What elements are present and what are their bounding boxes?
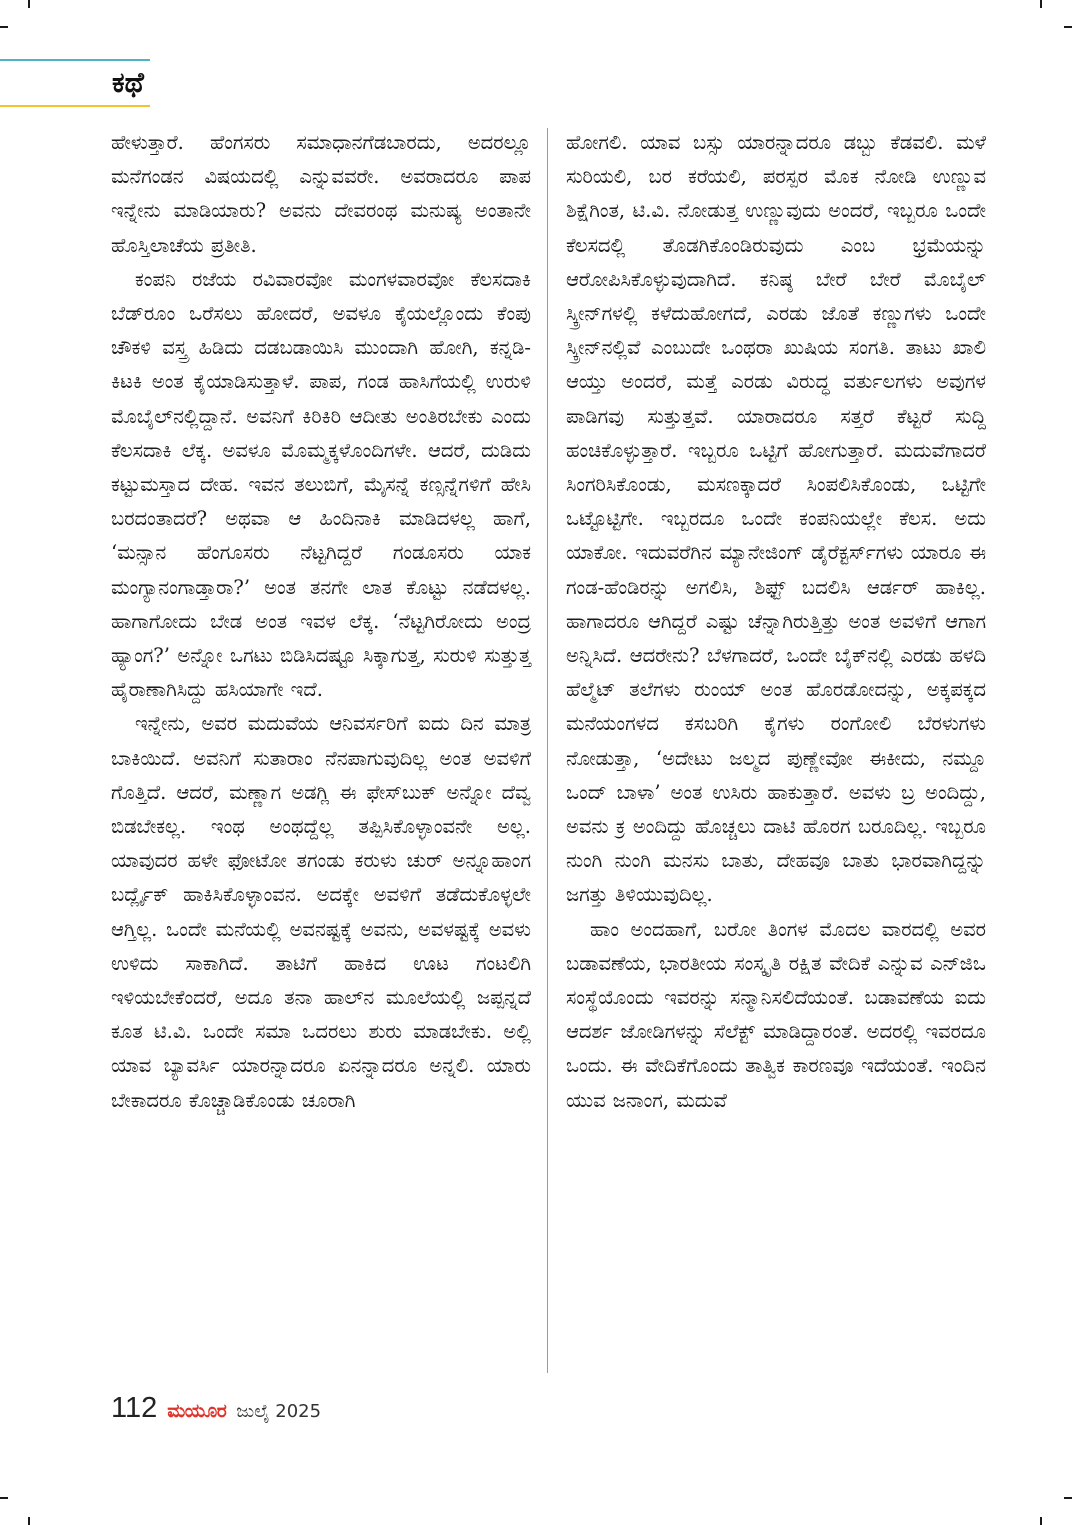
article-paragraph: ಇನ್ನೇನು, ಅವರ ಮದುವೆಯ ಆನಿವರ್ಸರಿಗೆ ಐದು ದಿನ ಮಾತ್ರ ಬಾಕಿಯಿದೆ. ಅವನಿಗೆ ಸುತಾರಾಂ ನೆನಪಾಗುವುದಿಲ್ಲ ಅಂತ ಅವಳಿಗೆ ಗೊತ್ತಿದೆ. ಆದರೆ, ಮಣ್ಣಾಗ ಅಡಗ್ಲಿ ಈ ಫೇಸ್‌ಬುಕ್ ಅನ್ನೋ ದೆವ್ವ ಬಿಡಬೇಕಲ್ಲ. ಇಂಥ ಅಂಥದ್ದೆಲ್ಲ ತಪ್ಪಿಸಿಕೊಳ್ಳಾಂವನೇ ಅಲ್ಲ. ಯಾವುದರ ಹಳೇ ಫೋಟೋ ತಗಂಡು ಕರುಳು ಚುರ್ ಅನ್ನೂಹಾಂಗ ಬರ್ದ್ಲೈಕ್ ಹಾಕಿಸಿಕೊಳ್ಳಾಂವನ. ಅದಕ್ಕೇ ಅವಳಿಗೆ ತಡೆದುಕೊಳ್ಳಲೇ ಆಗ್ತಿಲ್ಲ. ಒಂದೇ ಮನೆಯಲ್ಲಿ ಅವನಷ್ಟಕ್ಕೆ ಅವನು, ಅವಳಷ್ಟಕ್ಕೆ ಅವಳು ಉಳಿದು ಸಾಕಾಗಿದೆ. ತಾಟಿಗೆ ಹಾಕಿದ ಊಟ ಗಂಟಲಿಗಿ ಇಳಿಯಬೇಕೆಂದರೆ, ಅದೂ ತನಾ ಹಾಲ್‌ನ ಮೂಲೆಯಲ್ಲಿ ಜಪ್ಪನ್ನದೆ ಕೂತ ಟಿ.ವಿ. ಒಂದೇ ಸಮಾ ಒದರಲು ಶುರು ಮಾಡಬೇಕು. ಅಲ್ಲಿ ಯಾವ ಬ್ಯಾವರ್ಸಿ ಯಾರನ್ನಾದರೂ ಏನನ್ನಾದರೂ ಅನ್ನಲಿ. ಯಾರು ಬೇಕಾದರೂ ಕೊಚ್ಚಾಡಿಕೊಂಡು ಚೂರಾಗಿ bbox=[111, 712, 531, 1112]
article-column-left bbox=[111, 126, 531, 1118]
page-footer bbox=[111, 1392, 321, 1428]
crop-mark bbox=[28, 1517, 30, 1525]
article-paragraph: ಹೇಳುತ್ತಾರೆ. ಹೆಂಗಸರು ಸಮಾಧಾನಗೆಡಬಾರದು, ಅದರಲ್ಲೂ ಮನೆಗಂಡನ ವಿಷಯದಲ್ಲಿ ಎನ್ನುವವರೇ. ಅವರಾದರೂ ಪಾಪ ಇನ್ನೇನು ಮಾಡಿಯಾರು? ಅವನು ದೇವರಂಥ ಮನುಷ್ಯ ಅಂತಾನೇ ಹೊಸ್ತಿಲಾಚೆಯ ಪ್ರತೀತಿ. bbox=[111, 131, 531, 257]
header-rule-top bbox=[0, 59, 150, 61]
page-number: 112 bbox=[111, 1392, 158, 1424]
crop-mark bbox=[28, 0, 30, 8]
column-divider bbox=[547, 128, 548, 1373]
article-column-right bbox=[566, 126, 986, 1118]
article-paragraph: ಕಂಪನಿ ರಜೆಯ ರವಿವಾರವೋ ಮಂಗಳವಾರವೋ ಕೆಲಸದಾಕಿ ಬೆಡ್‌ರೂಂ ಒರೆಸಲು ಹೋದರೆ, ಅವಳೂ ಕೈಯಲ್ಲೊಂದು ಕೆಂಪು ಚೌಕಳಿ ವಸ್ತ್ರ ಹಿಡಿದು ದಡಬಡಾಯಿಸಿ ಮುಂದಾಗಿ ಹೋಗಿ, ಕನ್ನಡಿ-ಕಿಟಕಿ ಅಂತ ಕೈಯಾಡಿಸುತ್ತಾಳೆ. ಪಾಪ, ಗಂಡ ಹಾಸಿಗೆಯಲ್ಲಿ ಉರುಳಿ ಮೊಬೈಲ್‌ನಲ್ಲಿದ್ದಾನೆ. ಅವನಿಗೆ ಕಿರಿಕಿರಿ ಆದೀತು ಅಂತಿರಬೇಕು ಎಂದು ಕೆಲಸದಾಕಿ ಲೆಕ್ಕ. ಅವಳೂ ಮೊಮ್ಮಕ್ಕಳೊಂದಿಗಳೇ. ಆದರೆ, ದುಡಿದು ಕಟ್ಟುಮಸ್ತಾದ ದೇಹ. ಇವನ ತಲುಬಿಗೆ, ಮೈಸನ್ನೆ ಕಣ್ಸನ್ನೆಗಳಿಗೆ ಹೇಸಿ ಬರದಂತಾದರೆ? ಅಥವಾ ಆ ಹಿಂದಿನಾಕಿ ಮಾಡಿದಳಲ್ಲ ಹಾಗೆ, ‘ಮನ್ಸಾನ ಹೆಂಗೂಸರು ನೆಟ್ಟಗಿದ್ದರೆ ಗಂಡೂಸರು ಯಾಕ ಮಂಗ್ಯಾನಂಗಾಡ್ತಾರಾ?’ ಅಂತ ತನಗೇ ಲಾತ ಕೊಟ್ಟು ನಡೆದಳಲ್ಲ. ಹಾಗಾಗೋದು ಬೇಡ ಅಂತ ಇವಳ ಲೆಕ್ಕ. ‘ನೆಟ್ಟಗಿರೋದು ಅಂದ್ರ ಹ್ಯಾಂಗ?’ ಅನ್ನೋ ಒಗಟು ಬಿಡಿಸಿದಷ್ಟೂ ಸಿಕ್ಕಾಗುತ್ತ, ಸುರುಳಿ ಸುತ್ತುತ್ತ ಹೈರಾಣಾಗಿಸಿದ್ದು ಹಸಿಯಾಗೇ ಇದೆ. bbox=[111, 267, 531, 702]
article-paragraph: ಹಾಂ ಅಂದಹಾಗೆ, ಬರೋ ತಿಂಗಳ ಮೊದಲ ವಾರದಲ್ಲಿ ಅವರ ಬಡಾವಣೆಯ, ಭಾರತೀಯ ಸಂಸ್ಕೃತಿ ರಕ್ಷಿತ ವೇದಿಕೆ ಎನ್ನುವ ಎನ್‌ಜಿಒ ಸಂಸ್ಥೆಯೊಂದು ಇವರನ್ನು ಸನ್ಮಾನಿಸಲಿದೆಯಂತೆ. ಬಡಾವಣೆಯ ಐದು ಆದರ್ಶ ಜೋಡಿಗಳನ್ನು ಸೆಲೆಕ್ಟ್ ಮಾಡಿದ್ದಾರಂತೆ. ಅದರಲ್ಲಿ ಇವರದೂ ಒಂದು. ಈ ವೇದಿಕೆಗೊಂದು ತಾತ್ವಿಕ ಕಾರಣವೂ ಇದೆಯಂತೆ. ಇಂದಿನ ಯುವ ಜನಾಂಗ, ಮದುವೆ bbox=[566, 917, 986, 1112]
crop-mark bbox=[1064, 1497, 1072, 1499]
magazine-logo: ಮಯೂರ bbox=[167, 1400, 227, 1422]
crop-mark bbox=[0, 1497, 8, 1499]
crop-mark bbox=[1040, 0, 1042, 8]
crop-mark bbox=[0, 26, 8, 28]
section-label: ಕಥೆ bbox=[112, 66, 144, 99]
article-paragraph: ಹೋಗಲಿ. ಯಾವ ಬಸ್ಸು ಯಾರನ್ನಾದರೂ ಡಬ್ಬು ಕೆಡವಲಿ. ಮಳೆ ಸುರಿಯಲಿ, ಬರ ಕರೆಯಲಿ, ಪರಸ್ಪರ ಮೊಕ ನೋಡಿ ಉಣ್ಣುವ ಶಿಕ್ಷೆಗಿಂತ, ಟಿ.ವಿ. ನೋಡುತ್ತ ಉಣ್ಣುವುದು ಅಂದರೆ, ಇಬ್ಬರೂ ಒಂದೇ ಕೆಲಸದಲ್ಲಿ ತೊಡಗಿಕೊಂಡಿರುವುದು ಎಂಬ ಭ್ರಮೆಯನ್ನು ಆರೋಪಿಸಿಕೊಳ್ಳುವುದಾಗಿದೆ. ಕನಿಷ್ಠ ಬೇರೆ ಬೇರೆ ಮೊಬೈಲ್ ಸ್ಕ್ರೀನ್‌ಗಳಲ್ಲಿ ಕಳೆದುಹೋಗದೆ, ಎರಡು ಜೊತೆ ಕಣ್ಣುಗಳು ಒಂದೇ ಸ್ಕ್ರೀನ್‌ನಲ್ಲಿವೆ ಎಂಬುದೇ ಒಂಥರಾ ಖುಷಿಯ ಸಂಗತಿ. ತಾಟು ಖಾಲಿ ಆಯ್ತು ಅಂದರೆ, ಮತ್ತೆ ಎರಡು ವಿರುದ್ಧ ವರ್ತುಲಗಳು ಅವುಗಳ ಪಾಡಿಗವು ಸುತ್ತುತ್ತವೆ. ಯಾರಾದರೂ ಸತ್ತರೆ ಕೆಟ್ಟರೆ ಸುದ್ದಿ ಹಂಚಿಕೊಳ್ಳುತ್ತಾರೆ. ಇಬ್ಬರೂ ಒಟ್ಟಿಗೆ ಹೋಗುತ್ತಾರೆ. ಮದುವೆಗಾದರೆ ಸಿಂಗರಿಸಿಕೊಂಡು, ಮಸಣಕ್ಕಾದರೆ ಸಿಂಪಲಿಸಿಕೊಂಡು, ಒಟ್ಟಿಗೇ ಒಟ್ಟೊಟ್ಟಿಗೇ. ಇಬ್ಬರದೂ ಒಂದೇ ಕಂಪನಿಯಲ್ಲೇ ಕೆಲಸ. ಅದು ಯಾಕೋ. ಇದುವರೆಗಿನ ಮ್ಯಾನೇಜಿಂಗ್ ಡೈರೆಕ್ಟರ್ಸ್‌ಗಳು ಯಾರೂ ಈ ಗಂಡ-ಹೆಂಡಿರನ್ನು ಅಗಲಿಸಿ, ಶಿಫ್ಟ್ ಬದಲಿಸಿ ಆರ್ಡರ್ ಹಾಕಿಲ್ಲ. ಹಾಗಾದರೂ ಆಗಿದ್ದರೆ ಎಷ್ಟು ಚೆನ್ನಾಗಿರುತ್ತಿತ್ತು ಅಂತ ಅವಳಿಗೆ ಆಗಾಗ ಅನ್ನಿಸಿದೆ. ಆದರೇನು? ಬೆಳಗಾದರೆ, ಒಂದೇ ಬೈಕ್‌ನಲ್ಲಿ ಎರಡು ಹಳದಿ ಹೆಲ್ಮೆಟ್ ತಲೆಗಳು ರುಂಯ್ ಅಂತ ಹೊರಡೋದನ್ನು, ಅಕ್ಕಪಕ್ಕದ ಮನೆಯಂಗಳದ ಕಸಬರಿಗಿ ಕೈಗಳು ರಂಗೋಲಿ ಬೆರಳುಗಳು ನೋಡುತ್ತಾ, ‘ಅದೇಟು ಜಲ್ಮದ ಪುಣ್ಣೇವೋ ಈಕೀದು, ನಮ್ದೂ ಒಂದ್ ಬಾಳಾ’ ಅಂತ ಉಸಿರು ಹಾಕುತ್ತಾರೆ. ಅವಳು ಬ್ರ ಅಂದಿದ್ದು, ಅವನು ಕ್ರ ಅಂದಿದ್ದು ಹೊಚ್ಚಲು ದಾಟಿ ಹೊರಗ ಬರೂದಿಲ್ಲ. ಇಬ್ಬರೂ ನುಂಗಿ ನುಂಗಿ ಮನಸು ಬಾತು, ದೇಹವೂ ಬಾತು ಭಾರವಾಗಿದ್ದನ್ನು ಜಗತ್ತು ತಿಳಿಯುವುದಿಲ್ಲ. bbox=[566, 131, 986, 907]
header-rule-bottom bbox=[0, 105, 150, 107]
crop-mark bbox=[1064, 26, 1072, 28]
crop-mark bbox=[1040, 1517, 1042, 1525]
issue-date: ಜುಲೈ 2025 bbox=[236, 1401, 322, 1422]
